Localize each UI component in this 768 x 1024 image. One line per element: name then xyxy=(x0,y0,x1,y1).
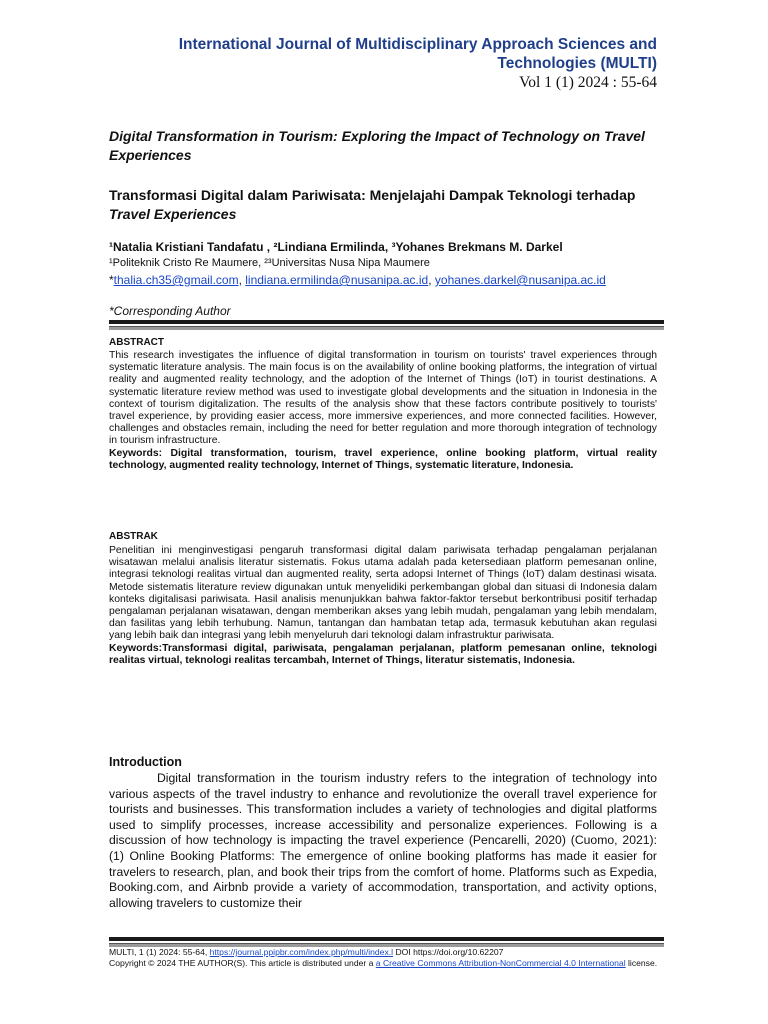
corresponding-author-note: *Corresponding Author xyxy=(109,304,231,318)
header-divider-gray xyxy=(109,327,664,330)
title-id-main: Transformasi Digital dalam Pariwisata: Menjelajahi Dampak Teknologi terhadap xyxy=(109,187,636,203)
footer-citation: MULTI, 1 (1) 2024: 55-64, xyxy=(109,947,210,957)
abstract-body: This research investigates the influence of digital transformation in tourism on tourists' travel experiences through systematic literature analysis. The main focus is on the availability of online booking platforms, the integration of virtual reality and augmented reality technology, and the adoption of the Internet of Things (IoT) in tourist destinations. A systematic literature review method was used to investigate global developments and the situation in Indonesia in the context of tourism digitalization. The results of the analysis show that these factors contribute positively to tourists' travel experience, by providing easier access, more immersive experiences, and more connected facilities. However, challenges and obstacles remain, including the need for better regulation and more thorough integration of technology in tourism infrastructure. xyxy=(109,350,657,447)
title-id-italic: Travel Experiences xyxy=(109,206,237,222)
volume-info: Vol 1 (1) 2024 : 55-64 xyxy=(519,74,657,91)
abstrak-heading: ABSTRAK xyxy=(109,531,158,542)
abstrak-section xyxy=(109,545,657,667)
paper-title-indonesian xyxy=(109,186,649,224)
footer-divider xyxy=(109,937,664,941)
author-list: ¹Natalia Kristiani Tandafatu , ²Lindiana Ermilinda, ³Yohanes Brekmans M. Darkel xyxy=(109,240,563,254)
abstrak-body: Penelitian ini menginvestigasi pengaruh transformasi digital dalam pariwisata terhadap pengalaman perjalanan wisatawan melalui analisis literatur sistematis. Fokus utama adalah pada ketersediaan platform pemesanan online, integrasi teknologi realitas virtual dan augmented reality, serta adopsi Internet of Things (IoT) dalam destinasi wisata. Metode sistematis literature review digunakan untuk menyelidiki perkembangan global dan situasi di Indonesia dalam konteks digitalisasi pariwisata. Hasil analisis menunjukkan bahwa faktor-faktor tersebut berkontribusi positif terhadap pengalaman perjalanan wisatawan, dengan memberikan akses yang lebih mudah, pengalaman yang lebih mendalam, dan fasilitas yang lebih terhubung. Namun, tantangan dan hambatan tetap ada, termasuk kebutuhan akan regulasi yang lebih baik dan integrasi yang lebih menyeluruh dari teknologi dalam infrastruktur pariwisata. xyxy=(109,545,657,642)
footer xyxy=(109,947,669,969)
email-prefix: * xyxy=(109,273,114,287)
abstract-keywords: Keywords: Digital transformation, tourism, travel experience, online booking platform, virtual reality technology, augmented reality technology, Internet of Things, systematic literature, Indonesia. xyxy=(109,447,657,471)
email-link-2[interactable]: lindiana.ermilinda@nusanipa.ac.id xyxy=(245,273,429,287)
email-link-1[interactable]: thalia.ch35@gmail.com xyxy=(113,273,239,287)
abstrak-keywords: Keywords:Transformasi digital, pariwisata, pengalaman perjalanan, platform pemesanan online, teknologi realitas virtual, teknologi realitas tercambah, Internet of Things, literatur sistematis, Indonesia. xyxy=(109,642,657,666)
email-link-3[interactable]: yohanes.darkel@nusanipa.ac.id xyxy=(434,273,606,287)
footer-copyright: Copyright © 2024 THE AUTHOR(S). This article is distributed under a xyxy=(109,958,376,968)
introduction-body: Digital transformation in the tourism industry refers to the integration of technology into various aspects of the travel industry to enhance and revolutionize the overall travel experience for tourists and businesses. This transformation includes a variety of technologies and digital platforms used to simplify processes, increase accessibility and personalize experiences. Following is a discussion of how technology is impacting the travel experience (Pencarelli, 2020) (Cuomo, 2021): (1) Online Booking Platforms: The emergence of online booking platforms has made it easier for travelers to research, plan, and book their trips from the comfort of home. Platforms such as Expedia, Booking.com, and Airbnb provide a variety of accommodation, transportation, and activity options, allowing travelers to customize their xyxy=(109,771,657,910)
affiliations: ¹Politeknik Cristo Re Maumere, ²³Universitas Nusa Nipa Maumere xyxy=(109,257,430,269)
footer-doi: DOI https://doi.org/10.62207 xyxy=(393,947,504,957)
abstract-heading: ABSTRACT xyxy=(109,337,164,348)
paper-title-english: Digital Transformation in Tourism: Exploring the Impact of Technology on Travel Experiences xyxy=(109,128,645,163)
footer-license-line xyxy=(109,958,669,969)
introduction-heading: Introduction xyxy=(109,755,182,769)
footer-license-suffix: license. xyxy=(625,958,658,968)
license-link[interactable]: a Creative Commons Attribution-NonCommercial 4.0 International xyxy=(375,958,626,968)
email-list xyxy=(109,272,669,288)
email-separator: , xyxy=(428,273,435,287)
footer-citation-line xyxy=(109,947,669,958)
abstract-section xyxy=(109,350,657,472)
header-divider xyxy=(109,320,664,324)
journal-title: International Journal of Multidisciplinary Approach Sciences and Technologies (MULTI) xyxy=(178,36,657,72)
email-separator: , xyxy=(238,273,246,287)
journal-url-link[interactable]: https://journal.ppipbr.com/index.php/multi/index.l xyxy=(209,947,394,957)
